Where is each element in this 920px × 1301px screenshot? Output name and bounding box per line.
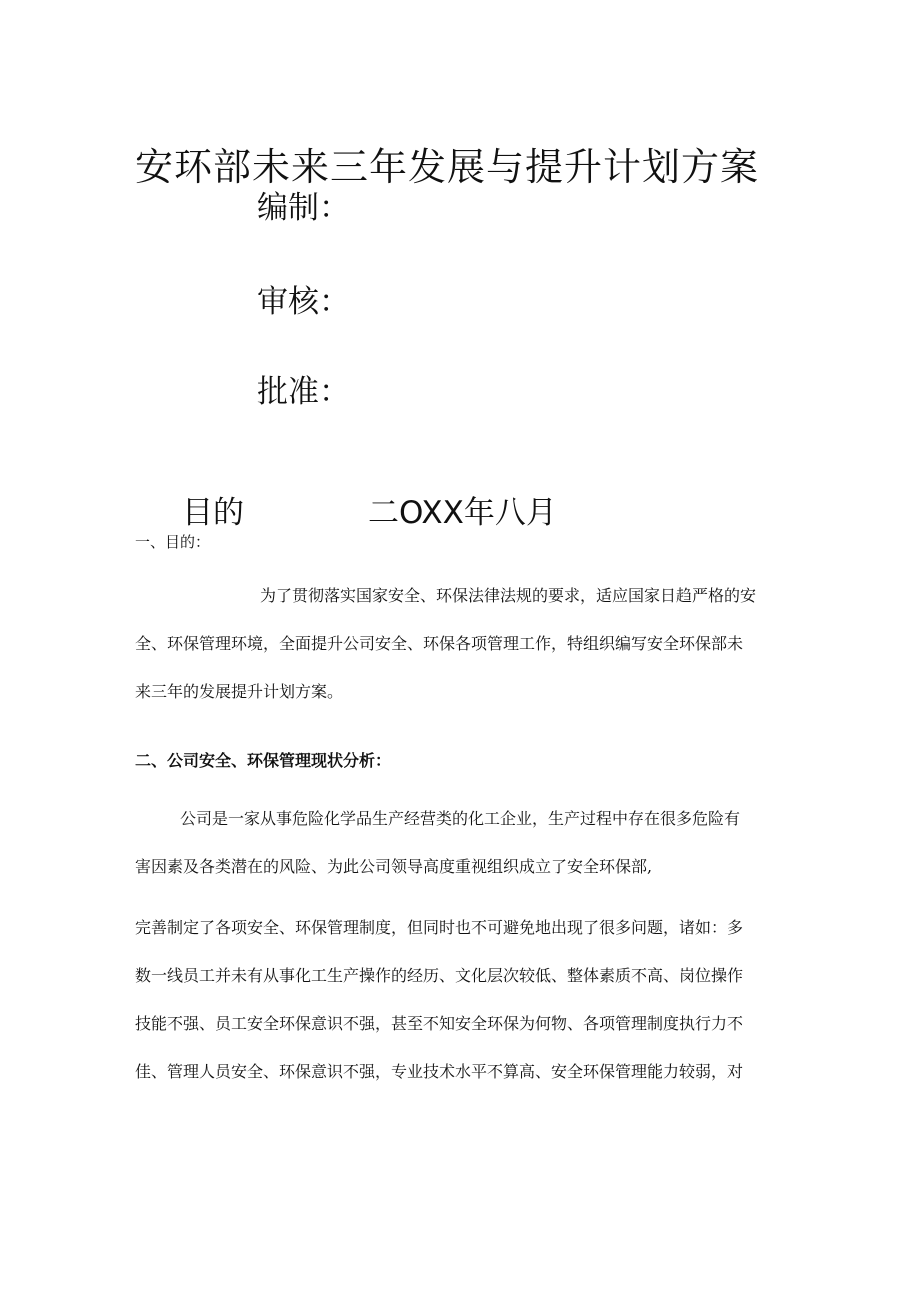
cover-date: 二OXX年八月 xyxy=(368,495,557,531)
section-heading-purpose: 一、目的： xyxy=(135,533,211,551)
analysis-paragraph-2 xyxy=(135,904,785,1096)
paragraph-line: 完善制定了各项安全、环保管理制度，但同时也不可避免地出现了很多问题，诸如：多 xyxy=(135,918,744,937)
paragraph-line: 害因素及各类潜在的风险、为此公司领导高度重视组织成立了安全环保部, xyxy=(135,857,653,876)
purpose-paragraph xyxy=(135,572,785,716)
section-heading-analysis: 二、公司安全、环保管理现状分析： xyxy=(135,751,392,770)
paragraph-line: 全、环保管理环境，全面提升公司安全、环保各项管理工作，特组织编写安全环保部未 xyxy=(135,634,744,653)
paragraph-line: 来三年的发展提升计划方案。 xyxy=(135,682,344,701)
approve-label: 批准： xyxy=(257,374,350,410)
document-title: 安环部未来三年发展与提升计划方案 xyxy=(135,145,760,189)
paragraph-line: 佳、管理人员安全、环保意识不强，专业技术水平不算高、安全环保管理能力较弱，对 xyxy=(135,1062,744,1081)
paragraph-line: 数一线员工并未有从事化工生产操作的经历、文化层次较低、整体素质不高、岗位操作 xyxy=(135,966,744,985)
paragraph-line: 技能不强、员工安全环保意识不强，甚至不知安全环保为何物、各项管理制度执行力不 xyxy=(135,1014,744,1033)
review-label: 审核： xyxy=(257,284,350,320)
compile-label: 编制： xyxy=(257,190,350,226)
cover-purpose-label: 目的 xyxy=(182,495,244,531)
analysis-paragraph-1 xyxy=(135,795,785,891)
paragraph-line: 为了贯彻落实国家安全、环保法律法规的要求，适应国家日趋严格的安 xyxy=(260,586,757,605)
paragraph-line: 公司是一家从事危险化学品生产经营类的化工企业，生产过程中存在很多危险有 xyxy=(180,809,741,828)
